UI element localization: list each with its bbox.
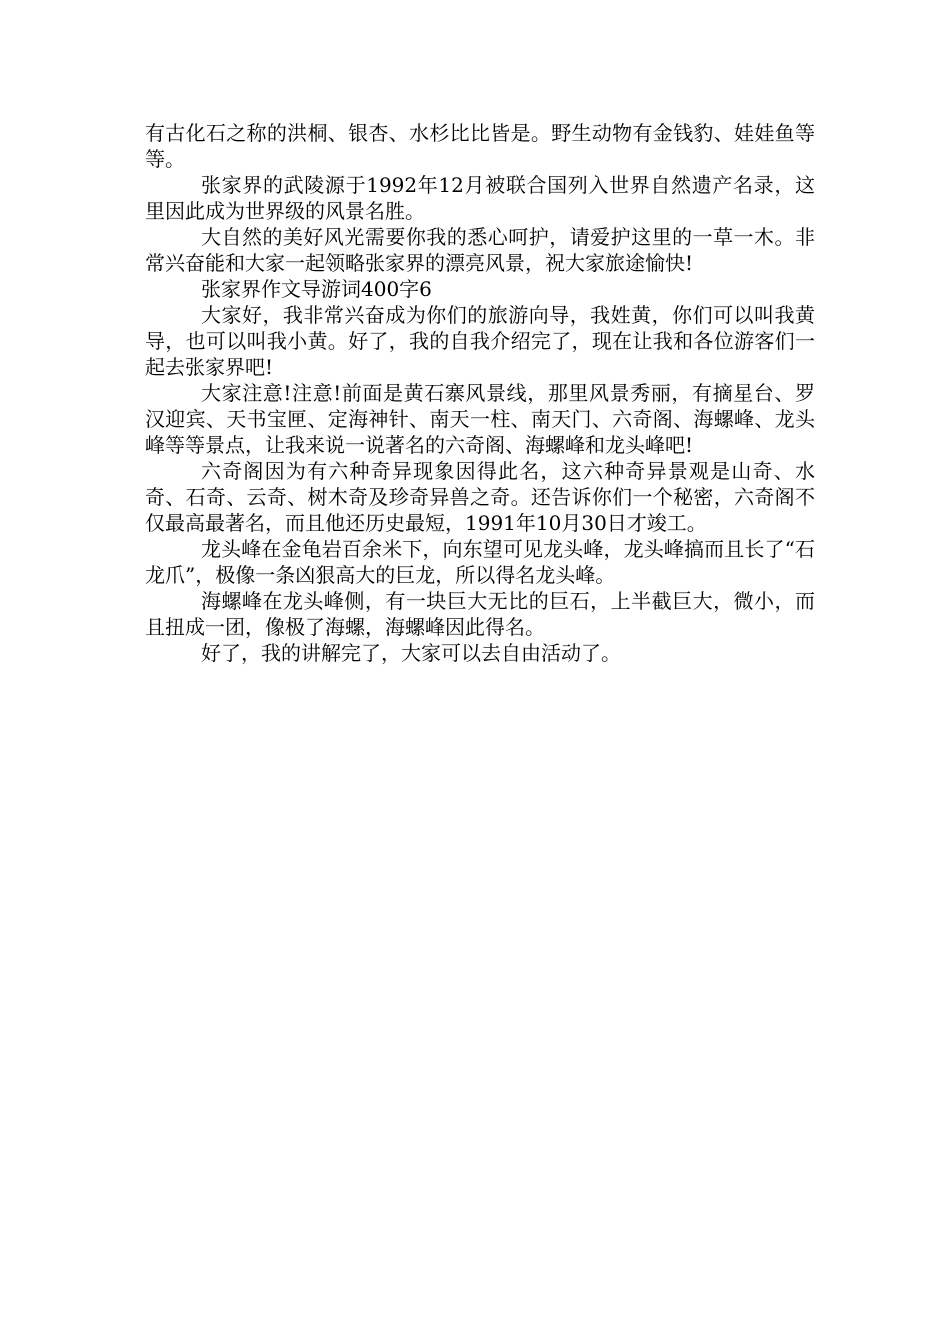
- paragraph-liuqige: 六奇阁因为有六种奇异现象因得此名，这六种奇异景观是山奇、水奇、石奇、云奇、树木奇及珍奇异兽之奇。还告诉你们一个秘密，六奇阁不仅最高最著名，而且他还历史最短，1991年10月30日才竣工。: [145, 459, 815, 535]
- paragraph-continuation: 有古化石之称的洪桐、银杏、水杉比比皆是。野生动物有金钱豹、娃娃鱼等等。: [145, 121, 815, 171]
- paragraph-greeting: 大家好，我非常兴奋成为你们的旅游向导，我姓黄，你们可以叫我黄导，也可以叫我小黄。好了，我的自我介绍完了，现在让我和各位游客们一起去张家界吧!: [145, 303, 815, 379]
- paragraph-closing: 好了，我的讲解完了，大家可以去自由活动了。: [201, 641, 621, 665]
- paragraph-protect-nature: 大自然的美好风光需要你我的悉心呵护，请爱护这里的一草一木。非常兴奋能和大家一起领略张家界的漂亮风景，祝大家旅途愉快!: [145, 225, 815, 275]
- paragraph-wulingyuan-heritage: 张家界的武陵源于1992年12月被联合国列入世界自然遗产名录，这里因此成为世界级的风景名胜。: [145, 173, 815, 223]
- paragraph-hailuofeng: 海螺峰在龙头峰侧，有一块巨大无比的巨石，上半截巨大，微小，而且扭成一团，像极了海螺，海螺峰因此得名。: [145, 589, 815, 639]
- body-text: [145, 120, 815, 666]
- section-heading: 张家界作文导游词400字6: [201, 277, 432, 301]
- paragraph-huangshizhai: 大家注意!注意!前面是黄石寨风景线，那里风景秀丽，有摘星台、罗汉迎宾、天书宝匣、定海神针、南天一柱、南天门、六奇阁、海螺峰、龙头峰等等景点，让我来说一说著名的六奇阁、海螺峰和龙头峰吧!: [145, 381, 815, 457]
- paragraph-longtoufeng: 龙头峰在金龟岩百余米下，向东望可见龙头峰，龙头峰搞而且长了“石龙爪”，极像一条凶狠高大的巨龙，所以得名龙头峰。: [145, 537, 815, 587]
